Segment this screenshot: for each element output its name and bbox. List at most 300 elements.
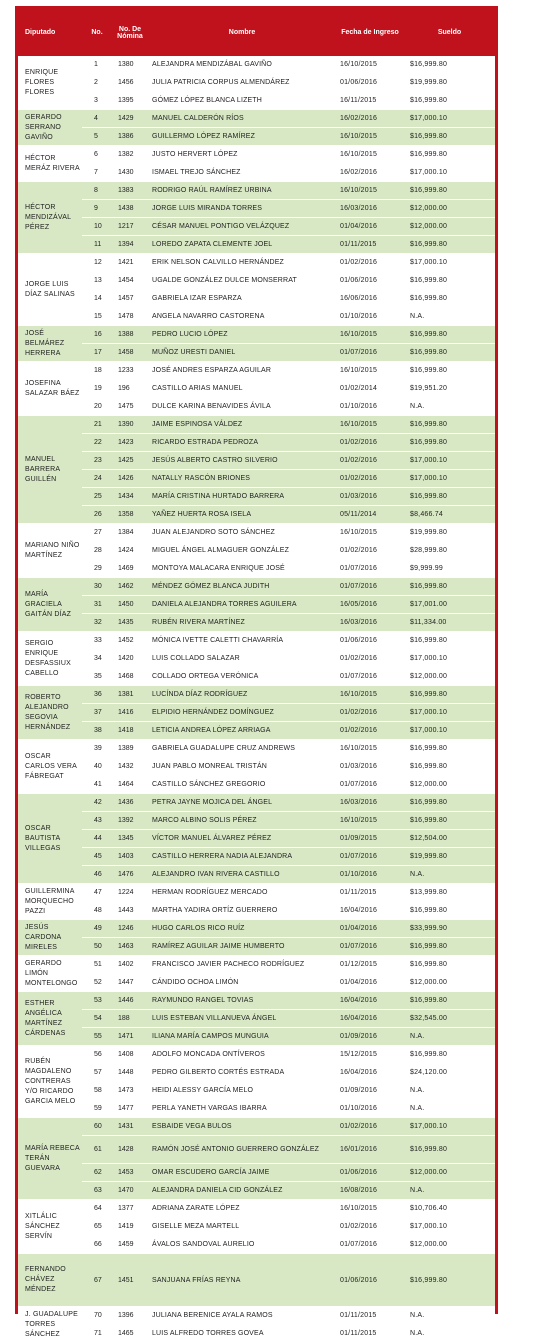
row-number-cell: 37: [82, 704, 112, 722]
table-row: [18, 344, 495, 362]
diputado-cell: HÉCTOR MERÁZ RIVERA: [18, 146, 82, 182]
nombre-cell: CASTILLO SÁNCHEZ GREGORIO: [148, 776, 336, 794]
fecha-ingreso-cell: 01/02/2016: [336, 1218, 404, 1236]
nombre-cell: HEIDI ALESSY GARCÍA MELO: [148, 1082, 336, 1100]
sueldo-cell: $17,000.10: [404, 470, 495, 488]
fecha-ingreso-cell: 16/10/2015: [336, 146, 404, 164]
table-row: [18, 1046, 495, 1064]
sueldo-cell: $16,999.80: [404, 992, 495, 1010]
table-row: [18, 1254, 495, 1307]
sueldo-cell: N.A.: [404, 308, 495, 326]
diputado-cell: SERGIO ENRIQUE DESFASSIUX CABELLO: [18, 632, 82, 686]
diputado-cell: OSCAR BAUTISTA VILLEGAS: [18, 794, 82, 884]
nomina-cell: 1424: [112, 542, 148, 560]
nombre-cell: MUÑOZ URESTI DANIEL: [148, 344, 336, 362]
sueldo-cell: $9,999.99: [404, 560, 495, 578]
nomina-cell: 1436: [112, 794, 148, 812]
table-row: [18, 542, 495, 560]
nomina-cell: 1454: [112, 272, 148, 290]
row-number-cell: 47: [82, 884, 112, 902]
row-number-cell: 63: [82, 1182, 112, 1200]
row-number-cell: 7: [82, 164, 112, 182]
row-number-cell: 54: [82, 1010, 112, 1028]
fecha-ingreso-cell: 01/02/2016: [336, 254, 404, 272]
header-fecha: Fecha de Ingreso: [341, 29, 399, 36]
nombre-cell: JUAN ALEJANDRO SOTO SÁNCHEZ: [148, 524, 336, 542]
sueldo-cell: $19,951.20: [404, 380, 495, 398]
row-number-cell: 40: [82, 758, 112, 776]
row-number-cell: 49: [82, 920, 112, 938]
nombre-cell: FRANCISCO JAVIER PACHECO RODRÍGUEZ: [148, 956, 336, 974]
payroll-table-frame: [15, 6, 498, 1338]
fecha-ingreso-cell: 01/09/2015: [336, 830, 404, 848]
table-row: [18, 668, 495, 686]
row-number-cell: 51: [82, 956, 112, 974]
table-row: [18, 830, 495, 848]
sueldo-cell: $17,000.10: [404, 1218, 495, 1236]
row-number-cell: 48: [82, 902, 112, 920]
sueldo-cell: $16,999.80: [404, 236, 495, 254]
row-number-cell: 64: [82, 1200, 112, 1218]
sueldo-cell: $16,999.80: [404, 434, 495, 452]
nomina-cell: 1425: [112, 452, 148, 470]
nombre-cell: RAMÍREZ AGUILAR JAIME HUMBERTO: [148, 938, 336, 956]
nomina-cell: 1451: [112, 1254, 148, 1307]
nomina-cell: 1224: [112, 884, 148, 902]
table-row: [18, 740, 495, 758]
nombre-cell: JUSTO HERVERT LÓPEZ: [148, 146, 336, 164]
fecha-ingreso-cell: 01/02/2016: [336, 452, 404, 470]
fecha-ingreso-cell: 01/11/2015: [336, 236, 404, 254]
fecha-ingreso-cell: 16/10/2015: [336, 416, 404, 434]
sueldo-cell: $17,000.10: [404, 254, 495, 272]
table-row: [18, 1136, 495, 1164]
sueldo-cell: $17,000.10: [404, 452, 495, 470]
table-row: [18, 290, 495, 308]
table-row: [18, 380, 495, 398]
nombre-cell: PETRA JAYNE MOJICA DEL ÁNGEL: [148, 794, 336, 812]
table-row: [18, 254, 495, 272]
nomina-cell: 1459: [112, 1236, 148, 1254]
row-number-cell: 32: [82, 614, 112, 632]
row-number-cell: 65: [82, 1218, 112, 1236]
nomina-cell: 1426: [112, 470, 148, 488]
nombre-cell: LUIS ALFREDO TORRES GOVEA: [148, 1325, 336, 1343]
fecha-ingreso-cell: 16/11/2015: [336, 92, 404, 110]
table-row: [18, 1164, 495, 1182]
row-number-cell: 27: [82, 524, 112, 542]
nomina-cell: 1465: [112, 1325, 148, 1343]
table-row: [18, 434, 495, 452]
table-row: [18, 956, 495, 974]
sueldo-cell: $16,999.80: [404, 902, 495, 920]
nombre-cell: MÉNDEZ GÓMEZ BLANCA JUDITH: [148, 578, 336, 596]
sueldo-cell: $17,000.10: [404, 1118, 495, 1136]
table-row: [18, 776, 495, 794]
row-number-cell: 19: [82, 380, 112, 398]
fecha-ingreso-cell: 01/10/2016: [336, 866, 404, 884]
fecha-ingreso-cell: 01/02/2016: [336, 1118, 404, 1136]
sueldo-cell: $16,999.80: [404, 632, 495, 650]
nomina-cell: 1381: [112, 686, 148, 704]
fecha-ingreso-cell: 01/11/2015: [336, 1325, 404, 1343]
table-row: [18, 758, 495, 776]
fecha-ingreso-cell: 01/07/2016: [336, 560, 404, 578]
table-row: [18, 146, 495, 164]
sueldo-cell: $19,999.80: [404, 524, 495, 542]
row-number-cell: 70: [82, 1307, 112, 1325]
nomina-cell: 1421: [112, 254, 148, 272]
diputado-cell: MARIANO NIÑO MARTÍNEZ: [18, 524, 82, 578]
sueldo-cell: $12,000.00: [404, 1164, 495, 1182]
table-row: [18, 416, 495, 434]
row-number-cell: 24: [82, 470, 112, 488]
row-number-cell: 61: [82, 1136, 112, 1164]
fecha-ingreso-cell: 01/02/2016: [336, 722, 404, 740]
fecha-ingreso-cell: 01/02/2016: [336, 434, 404, 452]
fecha-ingreso-cell: 16/04/2016: [336, 902, 404, 920]
sueldo-cell: $16,999.80: [404, 794, 495, 812]
sueldo-cell: $16,999.80: [404, 1046, 495, 1064]
header-nombre: Nombre: [228, 29, 256, 36]
fecha-ingreso-cell: 01/10/2016: [336, 308, 404, 326]
fecha-ingreso-cell: 01/07/2016: [336, 938, 404, 956]
fecha-ingreso-cell: 16/08/2016: [336, 1182, 404, 1200]
fecha-ingreso-cell: 01/06/2016: [336, 632, 404, 650]
nombre-cell: RAYMUNDO RANGEL TOVIAS: [148, 992, 336, 1010]
nombre-cell: ELPIDIO HERNÁNDEZ DOMÍNGUEZ: [148, 704, 336, 722]
diputado-cell: MARÍA REBECA TERÁN GUEVARA: [18, 1118, 82, 1200]
nombre-cell: DANIELA ALEJANDRA TORRES AGUILERA: [148, 596, 336, 614]
fecha-ingreso-cell: 16/01/2016: [336, 1136, 404, 1164]
sueldo-cell: $16,999.80: [404, 740, 495, 758]
fecha-ingreso-cell: 16/06/2016: [336, 290, 404, 308]
row-number-cell: 29: [82, 560, 112, 578]
nombre-cell: JAIME ESPINOSA VÁLDEZ: [148, 416, 336, 434]
row-number-cell: 56: [82, 1046, 112, 1064]
sueldo-cell: $16,999.80: [404, 56, 495, 74]
nomina-cell: 1471: [112, 1028, 148, 1046]
row-number-cell: 13: [82, 272, 112, 290]
nombre-cell: ISMAEL TREJO SÁNCHEZ: [148, 164, 336, 182]
fecha-ingreso-cell: 01/04/2016: [336, 218, 404, 236]
nombre-cell: JULIA PATRICIA CORPUS ALMENDÁREZ: [148, 74, 336, 92]
nomina-cell: 1448: [112, 1064, 148, 1082]
fecha-ingreso-cell: 16/10/2015: [336, 182, 404, 200]
nombre-cell: ÁVALOS SANDOVAL AURELIO: [148, 1236, 336, 1254]
fecha-ingreso-cell: 16/02/2016: [336, 110, 404, 128]
row-number-cell: 20: [82, 398, 112, 416]
diputado-cell: ESTHER ANGÉLICA MARTÍNEZ CÁRDENAS: [18, 992, 82, 1046]
sueldo-cell: $19,999.80: [404, 848, 495, 866]
row-number-cell: 36: [82, 686, 112, 704]
nomina-cell: 1473: [112, 1082, 148, 1100]
fecha-ingreso-cell: 01/07/2016: [336, 848, 404, 866]
sueldo-cell: N.A.: [404, 1182, 495, 1200]
sueldo-cell: N.A.: [404, 1028, 495, 1046]
fecha-ingreso-cell: 01/07/2016: [336, 1236, 404, 1254]
row-number-cell: 23: [82, 452, 112, 470]
fecha-ingreso-cell: 01/02/2016: [336, 650, 404, 668]
nomina-cell: 1453: [112, 1164, 148, 1182]
diputado-cell: GERARDO SERRANO GAVIÑO: [18, 110, 82, 146]
table-row: [18, 74, 495, 92]
diputado-cell: JORGE LUIS DÍAZ SALINAS: [18, 254, 82, 326]
table-row: [18, 110, 495, 128]
diputado-cell: MARÍA GRACIELA GAITÁN DÍAZ: [18, 578, 82, 632]
nombre-cell: VÍCTOR MANUEL ÁLVAREZ PÉREZ: [148, 830, 336, 848]
header-no: No.: [91, 29, 103, 36]
sueldo-cell: $16,999.80: [404, 272, 495, 290]
nombre-cell: JUAN PABLO MONREAL TRISTÁN: [148, 758, 336, 776]
nomina-cell: 1476: [112, 866, 148, 884]
sueldo-cell: $16,999.80: [404, 812, 495, 830]
nombre-cell: ANGELA NAVARRO CASTORENA: [148, 308, 336, 326]
table-row: [18, 1010, 495, 1028]
nomina-cell: 1446: [112, 992, 148, 1010]
row-number-cell: 10: [82, 218, 112, 236]
row-number-cell: 41: [82, 776, 112, 794]
sueldo-cell: N.A.: [404, 1100, 495, 1118]
nomina-cell: 1416: [112, 704, 148, 722]
nombre-cell: NATALLY RASCÓN BRIONES: [148, 470, 336, 488]
fecha-ingreso-cell: 16/04/2016: [336, 992, 404, 1010]
table-body: [18, 56, 495, 1343]
nombre-cell: LUIS COLLADO SALAZAR: [148, 650, 336, 668]
diputado-cell: J. GUADALUPE TORRES SÁNCHEZ: [18, 1307, 82, 1343]
nomina-cell: 1458: [112, 344, 148, 362]
diputado-cell: ENRIQUE FLORES FLORES: [18, 56, 82, 110]
nombre-cell: COLLADO ORTEGA VERÓNICA: [148, 668, 336, 686]
table-row: [18, 182, 495, 200]
nomina-cell: 1478: [112, 308, 148, 326]
sueldo-cell: N.A.: [404, 1307, 495, 1325]
nombre-cell: JESÚS ALBERTO CASTRO SILVERIO: [148, 452, 336, 470]
fecha-ingreso-cell: 01/10/2016: [336, 398, 404, 416]
nomina-cell: 1435: [112, 614, 148, 632]
fecha-ingreso-cell: 01/11/2015: [336, 1307, 404, 1325]
sueldo-cell: $33,999.90: [404, 920, 495, 938]
row-number-cell: 18: [82, 362, 112, 380]
nomina-cell: 1470: [112, 1182, 148, 1200]
fecha-ingreso-cell: 01/11/2015: [336, 884, 404, 902]
fecha-ingreso-cell: 01/04/2016: [336, 920, 404, 938]
table-row: [18, 902, 495, 920]
row-number-cell: 1: [82, 56, 112, 74]
row-number-cell: 31: [82, 596, 112, 614]
fecha-ingreso-cell: 01/09/2016: [336, 1082, 404, 1100]
row-number-cell: 43: [82, 812, 112, 830]
fecha-ingreso-cell: 01/09/2016: [336, 1028, 404, 1046]
sueldo-cell: $12,000.00: [404, 776, 495, 794]
nomina-cell: 1431: [112, 1118, 148, 1136]
fecha-ingreso-cell: 16/10/2015: [336, 362, 404, 380]
row-number-cell: 60: [82, 1118, 112, 1136]
nomina-cell: 1452: [112, 632, 148, 650]
sueldo-cell: $16,999.80: [404, 182, 495, 200]
nombre-cell: PEDRO GILBERTO CORTÉS ESTRADA: [148, 1064, 336, 1082]
row-number-cell: 26: [82, 506, 112, 524]
nomina-cell: 1462: [112, 578, 148, 596]
fecha-ingreso-cell: 01/04/2016: [336, 974, 404, 992]
fecha-ingreso-cell: 01/06/2016: [336, 74, 404, 92]
nombre-cell: GUILLERMO LÓPEZ RAMÍREZ: [148, 128, 336, 146]
sueldo-cell: $16,999.80: [404, 128, 495, 146]
nombre-cell: HUGO CARLOS RICO RUÍZ: [148, 920, 336, 938]
sueldo-cell: $12,000.00: [404, 1236, 495, 1254]
sueldo-cell: N.A.: [404, 1082, 495, 1100]
row-number-cell: 67: [82, 1254, 112, 1307]
table-row: [18, 506, 495, 524]
nomina-cell: 1384: [112, 524, 148, 542]
fecha-ingreso-cell: 16/10/2015: [336, 56, 404, 74]
sueldo-cell: $16,999.80: [404, 416, 495, 434]
fecha-ingreso-cell: 01/07/2016: [336, 776, 404, 794]
table-row: [18, 1028, 495, 1046]
nomina-cell: 1388: [112, 326, 148, 344]
sueldo-cell: N.A.: [404, 866, 495, 884]
row-number-cell: 2: [82, 74, 112, 92]
nomina-cell: 1434: [112, 488, 148, 506]
table-row: [18, 452, 495, 470]
nombre-cell: RICARDO ESTRADA PEDROZA: [148, 434, 336, 452]
fecha-ingreso-cell: 16/10/2015: [336, 524, 404, 542]
table-row: [18, 794, 495, 812]
nombre-cell: LOREDO ZAPATA CLEMENTE JOEL: [148, 236, 336, 254]
sueldo-cell: $16,999.80: [404, 686, 495, 704]
sueldo-cell: $12,000.00: [404, 974, 495, 992]
sueldo-cell: $16,999.80: [404, 92, 495, 110]
nombre-cell: PEDRO LUCIO LÓPEZ: [148, 326, 336, 344]
table-row: [18, 164, 495, 182]
table-row: [18, 992, 495, 1010]
row-number-cell: 33: [82, 632, 112, 650]
diputado-cell: FERNANDO CHÁVEZ MÉNDEZ: [18, 1254, 82, 1307]
sueldo-cell: $16,999.80: [404, 344, 495, 362]
row-number-cell: 14: [82, 290, 112, 308]
row-number-cell: 50: [82, 938, 112, 956]
diputado-cell: JOSÉ BELMÁREZ HERRERA: [18, 326, 82, 362]
diputado-cell: OSCAR CARLOS VERA FÁBREGAT: [18, 740, 82, 794]
table-row: [18, 398, 495, 416]
sueldo-cell: $17,001.00: [404, 596, 495, 614]
nomina-cell: 1423: [112, 434, 148, 452]
nomina-cell: 1475: [112, 398, 148, 416]
table-row: [18, 938, 495, 956]
diputado-cell: GERARDO LIMÓN MONTELONGO: [18, 956, 82, 992]
sueldo-cell: $16,999.80: [404, 290, 495, 308]
table-row: [18, 272, 495, 290]
row-number-cell: 16: [82, 326, 112, 344]
nombre-cell: LUIS ESTEBAN VILLANUEVA ÁNGEL: [148, 1010, 336, 1028]
nombre-cell: CASTILLO HERRERA NADIA ALEJANDRA: [148, 848, 336, 866]
sueldo-cell: $8,466.74: [404, 506, 495, 524]
nomina-cell: 1246: [112, 920, 148, 938]
row-number-cell: 11: [82, 236, 112, 254]
table-row: [18, 92, 495, 110]
row-number-cell: 38: [82, 722, 112, 740]
table-row: [18, 1218, 495, 1236]
header-diputado: Diputado: [25, 29, 56, 36]
nombre-cell: CÉSAR MANUEL PONTIGO VELÁZQUEZ: [148, 218, 336, 236]
sueldo-cell: $24,120.00: [404, 1064, 495, 1082]
nomina-cell: 1377: [112, 1200, 148, 1218]
nomina-cell: 1463: [112, 938, 148, 956]
diputado-cell: GUILLERMINA MORQUECHO PAZZI: [18, 884, 82, 920]
diputado-cell: HÉCTOR MENDIZÁVAL PÉREZ: [18, 182, 82, 254]
table-row: [18, 884, 495, 902]
nombre-cell: GÓMEZ LÓPEZ BLANCA LIZETH: [148, 92, 336, 110]
table-row: [18, 686, 495, 704]
sueldo-cell: $16,999.80: [404, 956, 495, 974]
sueldo-cell: $10,706.40: [404, 1200, 495, 1218]
sueldo-cell: N.A.: [404, 398, 495, 416]
nomina-cell: 196: [112, 380, 148, 398]
nombre-cell: ERIK NELSON CALVILLO HERNÁNDEZ: [148, 254, 336, 272]
table-row: [18, 1200, 495, 1218]
nombre-cell: JOSÉ ANDRES ESPARZA AGUILAR: [148, 362, 336, 380]
table-row: [18, 470, 495, 488]
row-number-cell: 66: [82, 1236, 112, 1254]
fecha-ingreso-cell: 16/03/2016: [336, 200, 404, 218]
nomina-cell: 1419: [112, 1218, 148, 1236]
nombre-cell: LETICIA ANDREA LÓPEZ ARRIAGA: [148, 722, 336, 740]
table-row: [18, 614, 495, 632]
fecha-ingreso-cell: 15/12/2015: [336, 1046, 404, 1064]
nombre-cell: JULIANA BERENICE AYALA RAMOS: [148, 1307, 336, 1325]
fecha-ingreso-cell: 01/02/2016: [336, 704, 404, 722]
table-row: [18, 1064, 495, 1082]
fecha-ingreso-cell: 16/03/2016: [336, 614, 404, 632]
row-number-cell: 15: [82, 308, 112, 326]
fecha-ingreso-cell: 01/02/2014: [336, 380, 404, 398]
fecha-ingreso-cell: 16/05/2016: [336, 596, 404, 614]
nombre-cell: ALEJANDRO IVAN RIVERA CASTILLO: [148, 866, 336, 884]
fecha-ingreso-cell: 01/12/2015: [336, 956, 404, 974]
sueldo-cell: $17,000.10: [404, 164, 495, 182]
row-number-cell: 5: [82, 128, 112, 146]
fecha-ingreso-cell: 16/03/2016: [336, 794, 404, 812]
row-number-cell: 55: [82, 1028, 112, 1046]
table-row: [18, 308, 495, 326]
sueldo-cell: $28,999.80: [404, 542, 495, 560]
sueldo-cell: $17,000.10: [404, 650, 495, 668]
fecha-ingreso-cell: 16/10/2015: [336, 326, 404, 344]
row-number-cell: 58: [82, 1082, 112, 1100]
fecha-ingreso-cell: 01/02/2016: [336, 470, 404, 488]
nombre-cell: PERLA YANETH VARGAS IBARRA: [148, 1100, 336, 1118]
fecha-ingreso-cell: 16/04/2016: [336, 1010, 404, 1028]
row-number-cell: 30: [82, 578, 112, 596]
table-row: [18, 236, 495, 254]
sueldo-cell: $12,000.00: [404, 668, 495, 686]
row-number-cell: 35: [82, 668, 112, 686]
row-number-cell: 46: [82, 866, 112, 884]
nombre-cell: SANJUANA FRÍAS REYNA: [148, 1254, 336, 1307]
nombre-cell: OMAR ESCUDERO GARCÍA JAIME: [148, 1164, 336, 1182]
fecha-ingreso-cell: 16/10/2015: [336, 740, 404, 758]
table-row: [18, 1325, 495, 1343]
nombre-cell: ALEJANDRA MENDIZÁBAL GAVIÑO: [148, 56, 336, 74]
sueldo-cell: $12,504.00: [404, 830, 495, 848]
row-number-cell: 4: [82, 110, 112, 128]
nombre-cell: JORGE LUIS MIRANDA TORRES: [148, 200, 336, 218]
table-row: [18, 650, 495, 668]
table-row: [18, 578, 495, 596]
row-number-cell: 22: [82, 434, 112, 452]
nomina-cell: 1464: [112, 776, 148, 794]
nombre-cell: MIGUEL ÁNGEL ALMAGUER GONZÁLEZ: [148, 542, 336, 560]
